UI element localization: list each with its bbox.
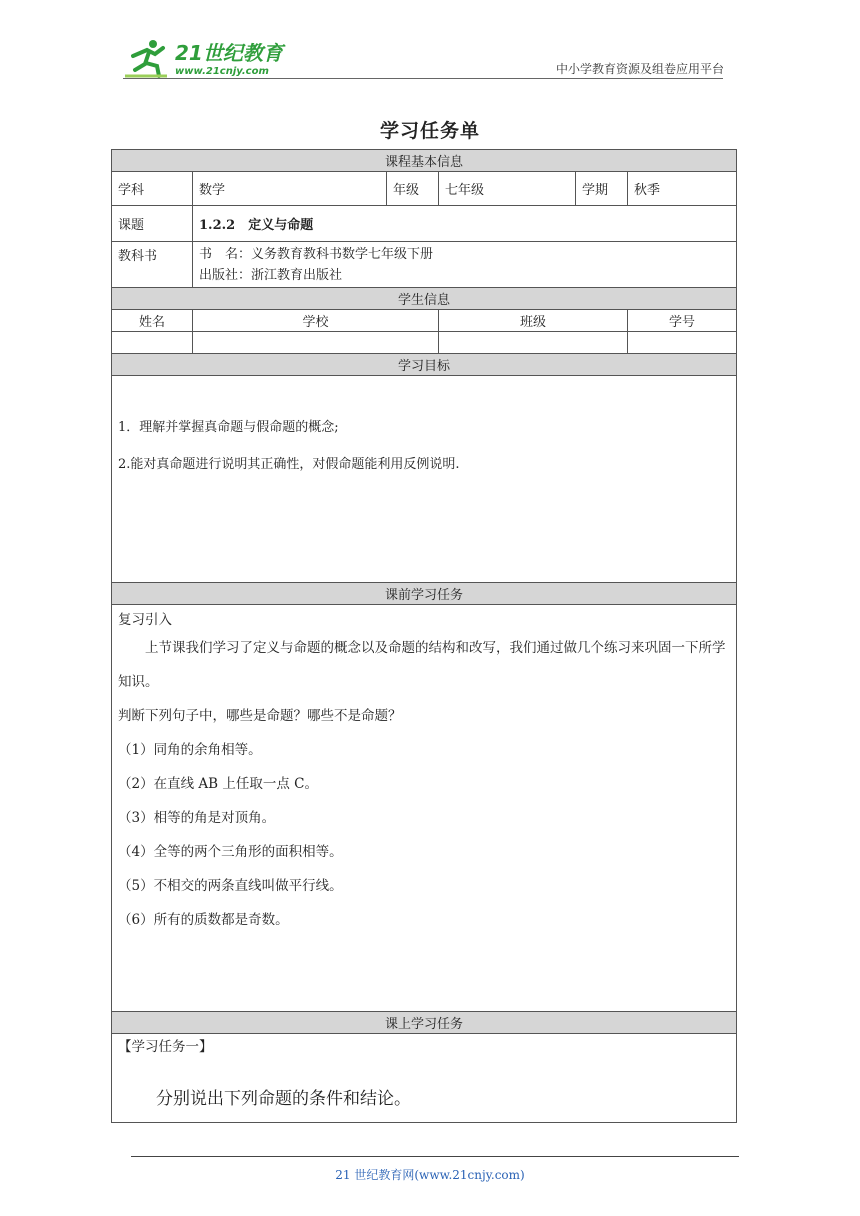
task-sheet-table: [111, 149, 737, 1123]
svg-text:www.21cnjy.com: www.21cnjy.com: [175, 66, 269, 77]
goal-item: 1．理解并掌握真命题与假命题的概念;: [118, 420, 339, 435]
svg-text:21世纪教育: 21世纪教育: [175, 41, 283, 65]
runner-icon: [125, 40, 167, 76]
review-intro: 上节课我们学习了定义与命题的概念以及命题的结构和改写，我们通过做几个练习来巩固一下所学知识。: [118, 640, 726, 690]
goals-header: 学习目标: [112, 354, 737, 376]
textbook-title: 书 名：义务教育教科书数学七年级下册: [199, 246, 434, 262]
task-text: 分别说出下列命题的条件和结论。: [156, 1089, 411, 1109]
class-header: 班级: [439, 310, 628, 332]
grade-value: 七年级: [439, 172, 576, 206]
school-header: 学校: [193, 310, 439, 332]
document-title: 学习任务单: [379, 120, 480, 142]
course-info-header: 课程基本信息: [112, 150, 737, 172]
review-item: （2）在直线 AB 上任取一点 C。: [118, 776, 318, 792]
review-question: 判断下列句子中，哪些是命题？哪些不是命题？: [118, 708, 402, 724]
footer-divider: [131, 1156, 739, 1157]
grade-label: 年级: [387, 172, 439, 206]
class-field[interactable]: [439, 332, 628, 354]
term-label: 学期: [576, 172, 628, 206]
review-item: （1）同角的余角相等。: [118, 742, 262, 758]
review-heading: 复习引入: [118, 612, 172, 628]
in-class-header: 课上学习任务: [112, 1012, 737, 1034]
school-field[interactable]: [193, 332, 439, 354]
goals-content: [112, 376, 737, 583]
term-value: 秋季: [628, 172, 737, 206]
name-header: 姓名: [112, 310, 193, 332]
pre-class-header: 课前学习任务: [112, 583, 737, 605]
review-item: （3）相等的角是对顶角。: [118, 810, 276, 826]
goal-item: 2.能对真命题进行说明其正确性，对假命题能利用反例说明.: [118, 457, 460, 472]
footer-link[interactable]: 21 世纪教育网(www.21cnjy.com): [335, 1168, 525, 1182]
textbook-publisher: 出版社：浙江教育出版社: [199, 267, 343, 283]
in-class-content: [112, 1034, 737, 1123]
subject-label: 学科: [112, 172, 193, 206]
name-field[interactable]: [112, 332, 193, 354]
subject-value: 数学: [193, 172, 387, 206]
topic-label: 课题: [112, 206, 193, 242]
review-item: （6）所有的质数都是奇数。: [118, 912, 289, 928]
student-id-field[interactable]: [628, 332, 737, 354]
pre-class-content: [112, 605, 737, 1012]
review-item: （4）全等的两个三角形的面积相等。: [118, 844, 343, 860]
student-info-header: 学生信息: [112, 288, 737, 310]
textbook-value: [193, 242, 737, 288]
topic-value: 1.2.2 定义与命题: [193, 206, 737, 242]
review-item: （5）不相交的两条直线叫做平行线。: [118, 878, 343, 894]
textbook-label: 教科书: [112, 242, 193, 288]
platform-name: 中小学教育资源及组卷应用平台: [555, 62, 724, 76]
task-label: 【学习任务一】: [118, 1039, 213, 1055]
header-divider: [123, 78, 723, 79]
site-logo: [123, 36, 293, 80]
student-id-header: 学号: [628, 310, 737, 332]
